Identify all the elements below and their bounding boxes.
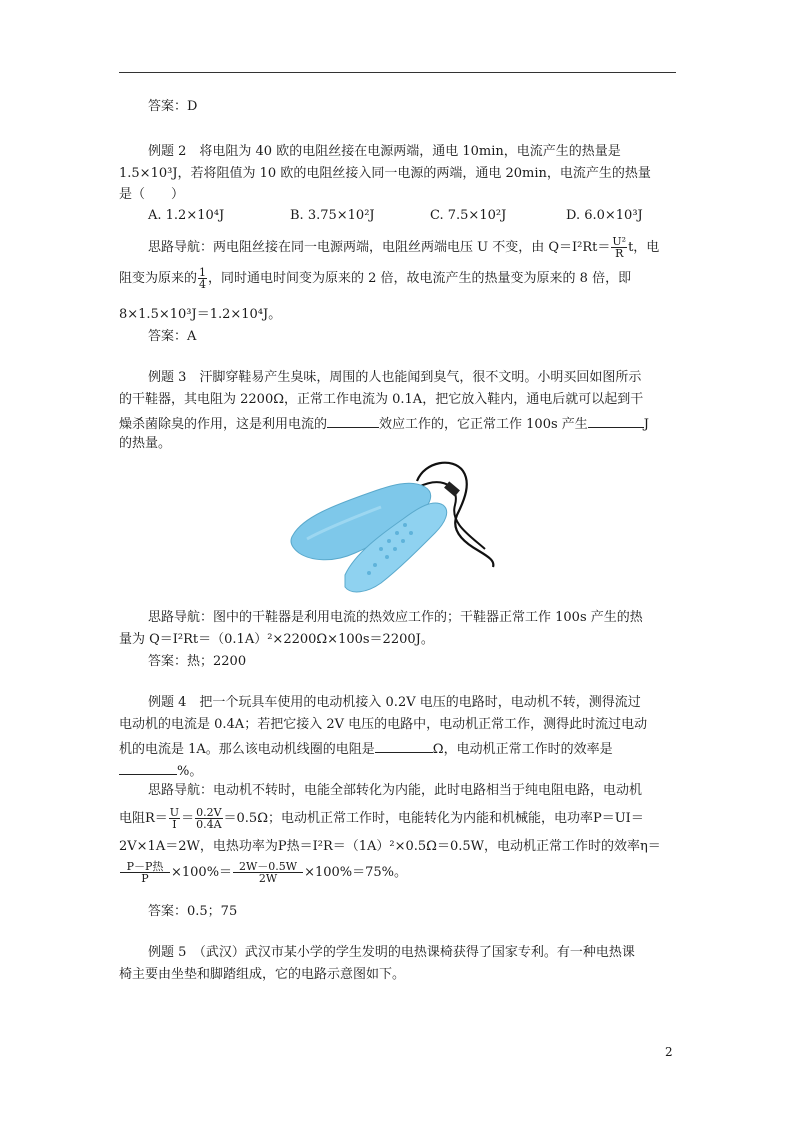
ex3-line-4: 的热量。 <box>119 436 172 451</box>
fill-blank-efficiency[interactable] <box>119 760 177 775</box>
shoe-dryer-image <box>285 453 513 600</box>
ex4-line-1: 例题 4 把一个玩具车使用的电动机接入 0.2V 电压的电路时，电动机不转，测得流过 <box>148 695 641 710</box>
ex4-line-3 <box>119 738 613 756</box>
answer-1: 答案：D <box>148 99 198 114</box>
ex2-sol1-text: 思路导航：两电阻丝接在同一电源两端，电阻丝两端电压 U 不变，由 Q＝I²Rt＝ <box>148 240 611 255</box>
ex4-equals: ＝ <box>181 811 195 826</box>
ex2-line-1: 例题 2 将电阻为 40 欧的电阻丝接在电源两端，通电 10min，电流产生的热量是 <box>148 144 621 159</box>
fraction-one-quarter <box>198 267 207 290</box>
fraction-u2-over-r <box>611 236 627 259</box>
ex3-solution-line-1: 思路导航：图中的干鞋器是利用电流的热效应工作的；干鞋器正常工作 100s 产生的热 <box>148 610 643 625</box>
ex2-solution-line-1 <box>148 236 659 260</box>
ex4-solution-line-2 <box>119 804 644 834</box>
ex2-answer: 答案：A <box>148 329 197 344</box>
ex2-option-c: C. 7.5×10²J <box>430 208 507 223</box>
ex2-option-a: A. 1.2×10⁴J <box>148 208 225 223</box>
ex4-percent-2: ×100%＝75%。 <box>304 865 408 880</box>
fraction-denominator: R <box>615 247 624 260</box>
ex2-option-b: B. 3.75×10²J <box>290 208 375 223</box>
ex5-line-2: 椅主要由坐垫和脚踏组成，它的电路示意图如下。 <box>119 967 406 982</box>
ex4-line-2: 电动机的电流是 0.4A；若把它接入 2V 电压的电路中，电动机正常工作，测得此时流过电动 <box>119 717 648 732</box>
ex5-line-1: 例题 5 （武汉）武汉市某小学的学生发明的电热课椅获得了国家专利。有一种电热课 <box>148 945 635 960</box>
ex3-solution-line-2: 量为 Q＝I²Rt＝（0.1A）²×2200Ω×100s＝2200J。 <box>119 632 434 647</box>
header-rule <box>119 72 676 73</box>
ex2-line-3: 是（ ） <box>119 187 185 202</box>
fraction-numerator: U <box>169 806 180 819</box>
ex4-sol2-tail: ＝0.5Ω；电动机正常工作时，电能转化为内能和机械能，电功率P＝UI＝ <box>223 811 644 826</box>
ex2-option-d: D. 6.0×10³J <box>566 208 643 223</box>
ex2-sol2-text: 阻变为原来的 <box>119 271 198 286</box>
fill-blank-heat[interactable] <box>588 413 644 428</box>
fraction-numerator: 1 <box>199 266 207 279</box>
ex2-solution-line-2 <box>119 266 631 292</box>
ex4-solution-line-1: 思路导航：电动机不转时，电能全部转化为内能，此时电路相当于纯电阻电路，电动机 <box>148 783 643 798</box>
fraction-denominator: P <box>141 872 149 885</box>
fraction-denominator: 0.4A <box>196 818 222 831</box>
ex3-line-3-part-c: J <box>643 417 649 432</box>
fraction-efficiency-values <box>233 861 303 884</box>
fraction-numerator: P－P热 <box>120 861 170 873</box>
ex4-percent-1: ×100%＝ <box>171 865 233 880</box>
fraction-efficiency-formula <box>120 861 170 884</box>
ex4-line-4 <box>119 760 202 778</box>
fraction-voltage-over-current <box>195 807 222 830</box>
fraction-denominator: 2W <box>258 872 278 885</box>
ex3-line-3 <box>119 413 649 431</box>
fraction-denominator: 4 <box>199 278 207 291</box>
ex2-sol1-tail: t，电 <box>628 240 660 255</box>
fill-blank-resistance[interactable] <box>375 738 433 753</box>
ex4-line-3-part-a: 机的电流是 1A。那么该电动机线圈的电阻是 <box>119 742 375 757</box>
ex3-line-2: 的干鞋器，其电阻为 2200Ω，正常工作电流为 0.1A，把它放入鞋内，通电后就可以起到干 <box>119 392 644 407</box>
fill-blank-effect[interactable] <box>327 413 379 428</box>
ex2-line-2: 1.5×10³J，若将阻值为 10 欧的电阻丝接入同一电源的两端，通电 20min，电流产生的热量 <box>119 166 651 181</box>
ex3-answer: 答案：热；2200 <box>148 654 247 669</box>
fraction-denominator: I <box>172 818 177 831</box>
ex4-line-3-part-b: Ω，电动机正常工作时的效率是 <box>432 742 613 757</box>
ex3-line-3-part-a: 燥杀菌除臭的作用，这是利用电流的 <box>119 417 328 432</box>
fraction-numerator: 0.2V <box>196 806 222 819</box>
ex4-line-4-tail: %。 <box>177 764 203 779</box>
ex4-answer: 答案：0.5；75 <box>148 904 238 919</box>
ex3-line-3-part-b: 效应工作的，它正常工作 100s 产生 <box>379 417 588 432</box>
ex4-sol2-text: 电阻R＝ <box>119 811 168 826</box>
fraction-numerator: 2W－0.5W <box>233 861 303 873</box>
fraction-numerator: U² <box>612 235 627 248</box>
ex2-solution-line-3: 8×1.5×10³J＝1.2×10⁴J。 <box>119 307 282 322</box>
page-number: 2 <box>665 1045 673 1059</box>
ex3-line-1: 例题 3 汗脚穿鞋易产生臭味，周围的人也能闻到臭气，很不文明。小明买回如图所示 <box>148 370 642 385</box>
ex2-sol2-tail: ，同时通电时间变为原来的 2 倍，故电流产生的热量变为原来的 8 倍，即 <box>208 271 632 286</box>
fraction-u-over-i <box>169 807 180 830</box>
ex4-solution-line-3: 2V×1A＝2W，电热功率为P热＝I²R＝（1A）²×0.5Ω＝0.5W，电动机正常工作时的效率η＝ <box>119 839 661 854</box>
ex4-solution-line-4 <box>119 858 407 888</box>
